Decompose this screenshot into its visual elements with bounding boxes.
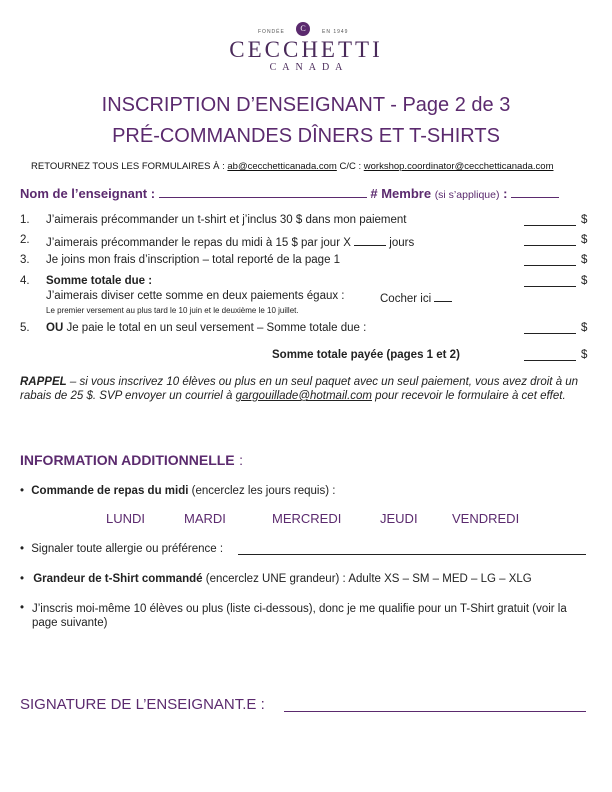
meal-days-field[interactable] xyxy=(354,234,386,246)
bullet-dot: • xyxy=(20,543,25,555)
item-4-note: Le premier versement au plus tard le 10 juin et le deuxième le 10 juillet. xyxy=(46,306,299,315)
split-payment-field[interactable] xyxy=(434,290,452,302)
day-wednesday[interactable]: MERCREDI xyxy=(272,511,342,526)
item-1-text: J’aimerais précommander un t-shirt et j’inclus 30 $ dans mon paiement xyxy=(46,214,407,226)
return-cc: C/C : xyxy=(336,161,364,172)
item-1-amount-field[interactable] xyxy=(524,214,576,226)
total-paid-currency: $ xyxy=(581,349,588,361)
rappel-note xyxy=(20,375,588,403)
total-paid-label: Somme totale payée (pages 1 et 2) xyxy=(272,349,460,361)
item-3-amount-field[interactable] xyxy=(524,254,576,266)
rappel-text-end: pour recevoir le formulaire à cet effet. xyxy=(371,390,566,402)
item-4-title: Somme totale due : xyxy=(46,275,153,287)
split-payment-label: Cocher ici xyxy=(380,293,432,305)
teacher-name-label: Nom de l’enseignant xyxy=(20,186,148,201)
member-colon: : xyxy=(503,186,508,201)
return-prefix: RETOURNEZ TOUS LES FORMULAIRES À : xyxy=(31,161,228,172)
item-1-number: 1. xyxy=(20,214,30,226)
item-5-or: OU xyxy=(46,322,64,334)
rappel-email-link[interactable]: gargouillade@hotmail.com xyxy=(235,390,372,402)
signature-label: SIGNATURE DE L’ENSEIGNANT.E : xyxy=(20,696,265,713)
member-label: # Membre xyxy=(370,186,432,201)
allergy-bullet xyxy=(20,543,223,555)
item-2-text xyxy=(46,234,414,249)
item-5-number: 5. xyxy=(20,322,30,334)
signature-field[interactable] xyxy=(284,698,586,712)
item-4-amount-field[interactable] xyxy=(524,275,576,287)
item-5-amount-field[interactable] xyxy=(524,322,576,334)
free-tshirt-bullet-dot: • xyxy=(20,602,25,614)
item-5-currency: $ xyxy=(581,322,588,334)
day-monday[interactable]: LUNDI xyxy=(106,511,146,526)
item-1-currency: $ xyxy=(581,214,588,226)
member-note: (si s’applique) xyxy=(434,189,500,201)
meals-bullet xyxy=(20,485,335,497)
allergy-label: Signaler toute allergie ou préférence : xyxy=(31,543,224,555)
day-tuesday[interactable]: MARDI xyxy=(184,511,226,526)
bullet-dot: • xyxy=(20,485,25,497)
day-friday[interactable]: VENDREDI xyxy=(452,511,520,526)
bullet-dot: • xyxy=(20,573,25,585)
allergy-field[interactable] xyxy=(238,543,586,555)
info-heading-colon: : xyxy=(239,452,243,468)
logo-badge: C xyxy=(296,22,310,36)
logo-subtitle: CANADA xyxy=(269,62,349,73)
teacher-name-field[interactable] xyxy=(159,186,367,198)
teacher-name-colon: : xyxy=(150,186,156,201)
day-thursday[interactable]: JEUDI xyxy=(380,511,418,526)
item-4-number: 4. xyxy=(20,275,30,287)
item-2-text-a: J’aimerais précommander le repas du midi à 15 $ par jour X xyxy=(46,237,351,249)
member-number-field[interactable] xyxy=(511,186,559,198)
item-4-currency: $ xyxy=(581,275,588,287)
item-2-number: 2. xyxy=(20,234,30,246)
rappel-label: RAPPEL xyxy=(20,376,67,388)
logo-founded-left: FONDÉE xyxy=(258,29,285,35)
split-payment-checkbox[interactable] xyxy=(380,290,452,305)
logo-founded-right: EN 1949 xyxy=(322,29,349,35)
teacher-line xyxy=(20,186,559,201)
info-heading-text: INFORMATION ADDITIONNELLE xyxy=(20,452,235,468)
meals-instructions: (encerclez les jours requis) : xyxy=(191,485,336,497)
page-title: INSCRIPTION D’ENSEIGNANT - Page 2 de 3 xyxy=(101,94,511,116)
item-2-amount-field[interactable] xyxy=(524,234,576,246)
rappel-text: – si vous inscrivez 10 élèves ou plus en un seul paquet avec un seul paiement, vous avez droit à un rabais de 25 $. SVP envoyer un courriel à xyxy=(20,376,579,402)
info-heading xyxy=(20,452,243,470)
item-4-text: J’aimerais diviser cette somme en deux paiements égaux : xyxy=(46,290,345,302)
item-3-currency: $ xyxy=(581,254,588,266)
tshirt-label: Grandeur de t-Shirt commandé xyxy=(33,573,203,585)
email-link-ab[interactable]: ab@cecchetticanada.com xyxy=(227,161,337,172)
email-link-workshop[interactable]: workshop.coordinator@cecchetticanada.com xyxy=(363,161,554,172)
item-5-text xyxy=(46,322,366,334)
page-subtitle: PRÉ-COMMANDES DÎNERS ET T-SHIRTS xyxy=(112,125,500,147)
tshirt-sizes: (encerclez UNE grandeur) : Adulte XS – SM – MED – LG – XLG xyxy=(205,573,532,585)
meals-label: Commande de repas du midi xyxy=(31,485,189,497)
item-3-number: 3. xyxy=(20,254,30,266)
item-2-currency: $ xyxy=(581,234,588,246)
total-paid-field[interactable] xyxy=(524,349,576,361)
tshirt-bullet xyxy=(20,573,532,585)
free-tshirt-text: J’inscris moi-même 10 élèves ou plus (liste ci-dessous), donc je me qualifie pour un T-Shirt gratuit (voir la page suivante) xyxy=(32,603,567,629)
item-2-text-b: jours xyxy=(389,237,415,249)
logo-name: CECCHETTI xyxy=(229,37,383,62)
item-3-text: Je joins mon frais d’inscription – total reporté de la page 1 xyxy=(46,254,341,266)
return-instructions xyxy=(31,161,553,172)
item-5-rest: Je paie le total en un seul versement – Somme totale due : xyxy=(66,322,367,334)
